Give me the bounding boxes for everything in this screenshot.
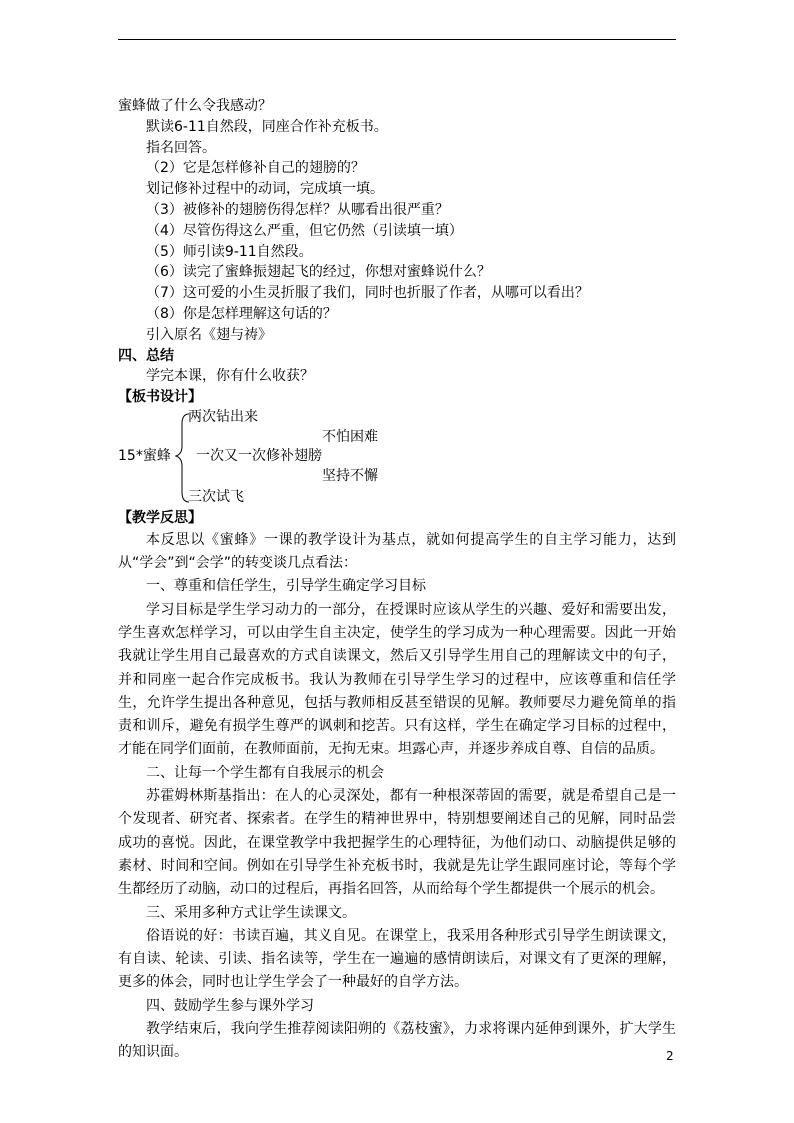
reflection-heading: 【教学反思】: [118, 509, 202, 526]
document-body: [118, 96, 676, 1065]
summary-heading: 四、总结: [118, 347, 174, 364]
summary-question: 学完本课，你有什么收获？: [146, 368, 314, 385]
section-title: 三、采用多种方式让学生读课文。: [146, 904, 356, 921]
section-title: 二、让每一个学生都有自我展示的机会: [146, 764, 384, 781]
page-number: 2: [666, 1049, 674, 1063]
board-title: 15*蜜蜂: [118, 447, 171, 464]
section-body: 俗语说的好：书读百遍，其义自见。在课堂上，我采用各种形式引导学生朗读课文，有自读、轮读、引读、指名读等，学生在一遍遍的感情朗读后，对课文有了更深的理解，更多的体会，同时也让学生学会了一种最好的自学方法。: [118, 927, 676, 991]
section-body: 苏霍姆林斯基指出：在人的心灵深处，都有一种根深蒂固的需要，就是希望自己是一个发现者、研究者、探索者。在学生的精神世界中，特别想要阐述自己的见解，同时品尝成功的喜悦。因此，在课堂教学中我把握学生的心理特征，为他们动口、动脑提供足够的素材、时间和空间。例如在引导学生补充板书时，我就是先让学生跟同座讨论，等每个学生都经历了动脑，动口的过程后，再指名回答，从而给每个学生都提供一个展示的机会。: [118, 788, 676, 898]
board-note: 坚持不懈: [322, 467, 378, 484]
step-line: 划记修补过程中的动词，完成填一填。: [146, 181, 384, 198]
board-design-heading: 【板书设计】: [118, 389, 202, 406]
step-line: 引入原名《翅与祷》: [146, 326, 272, 343]
step-line: （5）师引读9-11自然段。: [146, 243, 313, 260]
step-line: （3）被修补的翅膀伤得怎样？从哪看出很严重？: [146, 201, 449, 218]
step-line: （4）尽管伤得这么严重，但它仍然（引读填一填）: [146, 222, 463, 239]
section-body: 学习目标是学生学习动力的一部分，在授课时应该从学生的兴趣、爱好和需要出发，学生喜欢怎样学习，可以由学生自主决定，使学生的学习成为一种心理需要。因此一开始我就让学生用自己最喜欢的方式自读课文，然后又引导学生用自己的理解读文中的句子，并和同座一起合作完成板书。我认为教师在引导学生学习的过程中，应该尊重和信任学生，允许学生提出各种意见，包括与教师相反甚至错误的见解。教师要尽力避免简单的指责和训斥，避免有损学生尊严的讽刺和挖苦。只有这样，学生在确定学习目标的过程中，才能在同学们面前，在教师面前，无拘无束。坦露心声，并逐步养成自尊、自信的品质。: [118, 601, 676, 758]
step-line: 蜜蜂做了什么令我感动？: [118, 98, 272, 114]
step-line: 指名回答。: [146, 139, 216, 156]
step-line: （2）它是怎样修补自己的翅膀的？: [146, 160, 365, 177]
board-branch: 一次又一次修补翅膀: [196, 447, 322, 464]
board-branch: 三次试飞: [188, 488, 244, 505]
step-line: 默读6-11自然段，同座合作补充板书。: [146, 118, 388, 135]
header-rule: [118, 39, 676, 40]
step-line: （6）读完了蜜蜂振翅起飞的经过，你想对蜜蜂说什么？: [146, 264, 491, 281]
board-branch: 两次钻出来: [188, 408, 258, 425]
step-line: （7）这可爱的小生灵折服了我们，同时也折服了作者，从哪可以看出？: [146, 285, 589, 302]
reflection-intro: 本反思以《蜜蜂》一课的教学设计为基点，就如何提高学生的自主学习能力，达到从“学会”到“会学”的转变谈几点看法：: [118, 531, 676, 572]
board-note: 不怕困难: [322, 428, 378, 445]
board-design-diagram: [118, 408, 676, 508]
section-title: 一、尊重和信任学生，引导学生确定学习目标: [146, 578, 426, 595]
step-line: （8）你是怎样理解这句话的？: [146, 305, 337, 322]
section-title: 四、鼓励学生参与课外学习: [146, 997, 314, 1014]
section-body: 教学结束后，我向学生推荐阅读阳朔的《荔枝蜜》，力求将课内延伸到课外，扩大学生的知识面。: [118, 1020, 676, 1061]
